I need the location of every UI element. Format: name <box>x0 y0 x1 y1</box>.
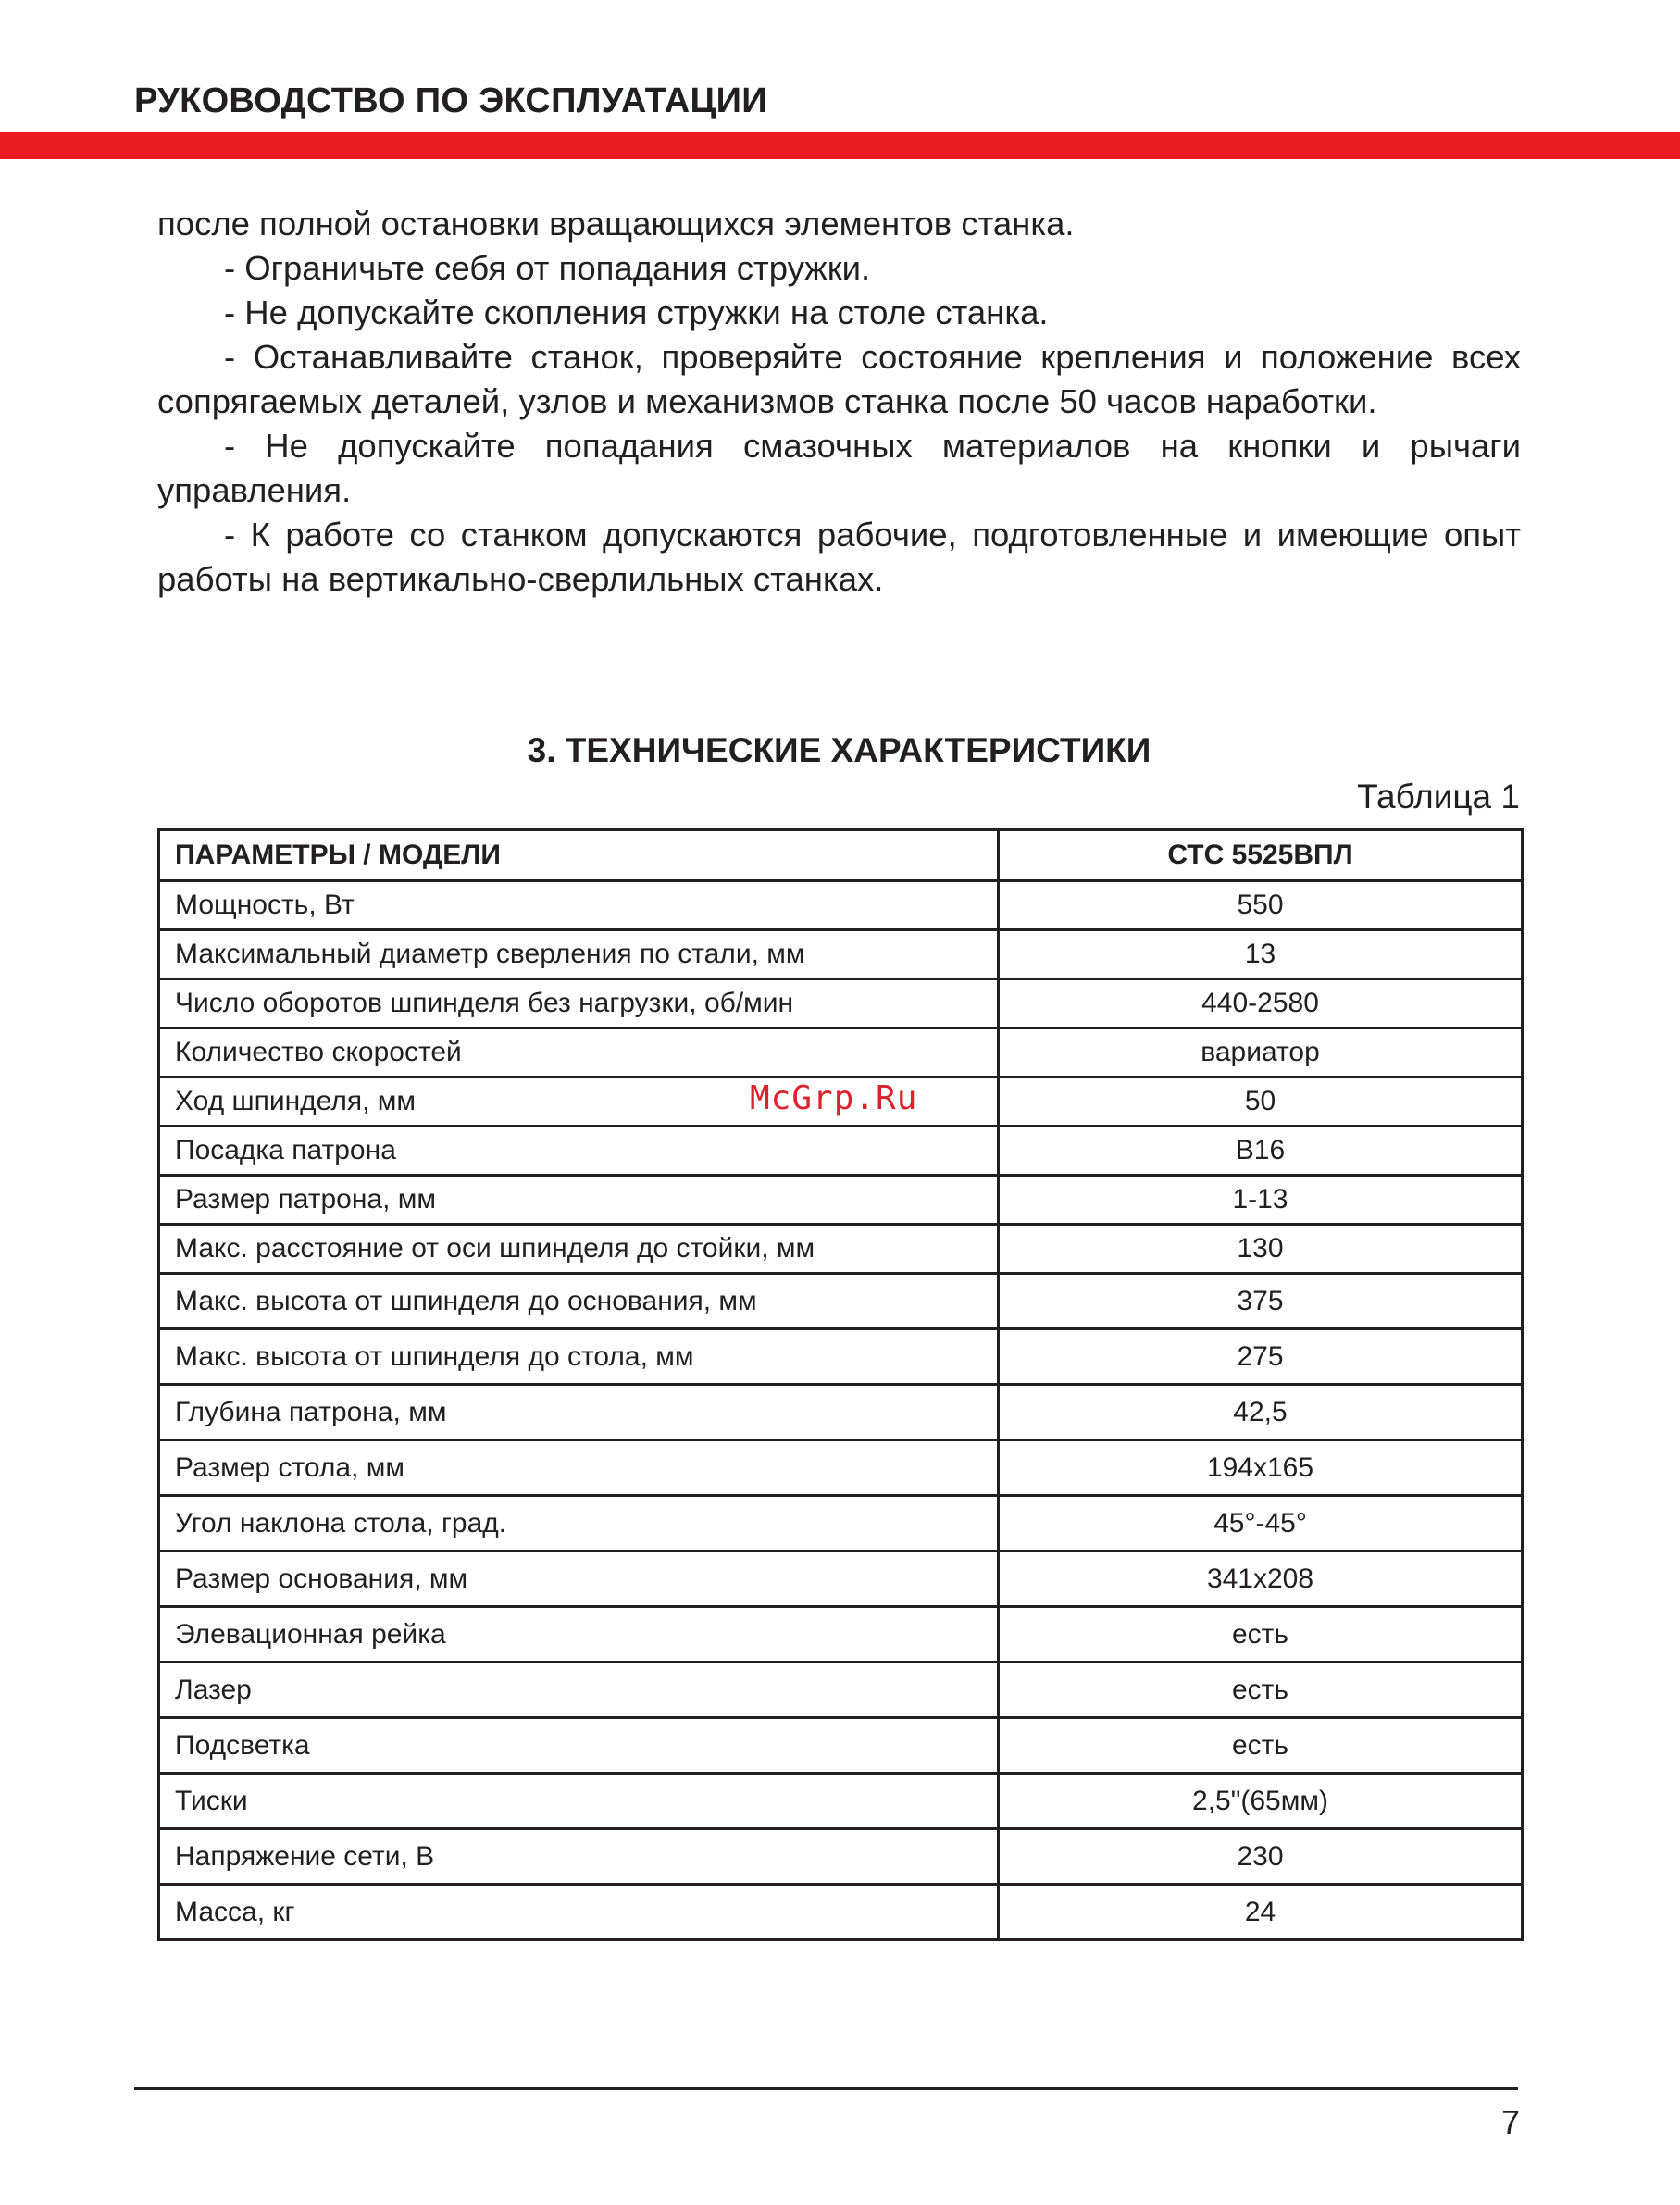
param-value: 45°-45° <box>999 1496 1523 1551</box>
header-parameters: ПАРАМЕТРЫ / МОДЕЛИ <box>159 830 999 881</box>
param-value: есть <box>999 1718 1523 1774</box>
param-value: 230 <box>999 1829 1523 1885</box>
param-value: 130 <box>999 1225 1523 1274</box>
paragraph: - Не допускайте скопления стружки на столе станка. <box>224 293 1049 331</box>
param-name: Ход шпинделя, мм <box>159 1078 999 1127</box>
param-value: B16 <box>999 1127 1523 1176</box>
page-header-title: РУКОВОДСТВО ПО ЭКСПЛУАТАЦИИ <box>134 81 767 120</box>
param-name: Макс. высота от шпинделя до основания, мм <box>159 1274 999 1329</box>
table-row <box>159 1607 1523 1663</box>
table-row <box>159 1385 1523 1440</box>
paragraph: - Ограничьте себя от попадания стружки. <box>224 249 871 287</box>
param-value: 2,5"(65мм) <box>999 1774 1523 1829</box>
table-row <box>159 1274 1523 1329</box>
param-name: Элевационная рейка <box>159 1607 999 1663</box>
param-name: Размер патрона, мм <box>159 1176 999 1225</box>
param-name: Размер стола, мм <box>159 1440 999 1496</box>
param-value: есть <box>999 1663 1523 1718</box>
param-value: 440-2580 <box>999 979 1523 1028</box>
specs-table <box>157 828 1524 1941</box>
param-value: 550 <box>999 881 1523 930</box>
header-model: СТС 5525ВПЛ <box>999 830 1523 881</box>
table-row <box>159 1127 1523 1176</box>
table-header-row <box>159 830 1523 881</box>
table-caption: Таблица 1 <box>1357 778 1520 816</box>
table-row <box>159 979 1523 1028</box>
paragraph: - Не допускайте попадания смазочных материалов на кнопки и рычаги управления. <box>157 427 1521 509</box>
table-row <box>159 1551 1523 1607</box>
param-value: 24 <box>999 1885 1523 1940</box>
param-name: Число оборотов шпинделя без нагрузки, об/мин <box>159 979 999 1028</box>
watermark: McGrp.Ru <box>750 1079 918 1117</box>
param-name: Макс. высота от шпинделя до стола, мм <box>159 1329 999 1385</box>
table-row <box>159 1718 1523 1774</box>
param-name: Количество скоростей <box>159 1028 999 1078</box>
param-name: Масса, кг <box>159 1885 999 1940</box>
paragraph: после полной остановки вращающихся элементов станка. <box>157 205 1075 243</box>
table-row <box>159 1329 1523 1385</box>
table-row <box>159 1663 1523 1718</box>
table-row <box>159 1829 1523 1885</box>
param-value: 375 <box>999 1274 1523 1329</box>
param-name: Посадка патрона <box>159 1127 999 1176</box>
param-name: Мощность, Вт <box>159 881 999 930</box>
param-value: вариатор <box>999 1028 1523 1078</box>
table-row <box>159 930 1523 979</box>
param-value: есть <box>999 1607 1523 1663</box>
param-value: 50 <box>999 1078 1523 1127</box>
param-value: 42,5 <box>999 1385 1523 1440</box>
param-name: Угол наклона стола, град. <box>159 1496 999 1551</box>
table-row <box>159 1176 1523 1225</box>
param-value: 1-13 <box>999 1176 1523 1225</box>
section-title: 3. ТЕХНИЧЕСКИЕ ХАРАКТЕРИСТИКИ <box>527 731 1151 769</box>
paragraph: - К работе со станком допускаются рабочие, подготовленные и имеющие опыт работы на вертикально-сверлильных станках. <box>157 516 1521 598</box>
table-row <box>159 1885 1523 1940</box>
footer-divider <box>134 2087 1518 2090</box>
param-name: Лазер <box>159 1663 999 1718</box>
param-name: Макс. расстояние от оси шпинделя до стойки, мм <box>159 1225 999 1274</box>
table-row <box>159 1028 1523 1078</box>
param-name: Подсветка <box>159 1718 999 1774</box>
param-value: 341x208 <box>999 1551 1523 1607</box>
table-row <box>159 1440 1523 1496</box>
paragraph: - Останавливайте станок, проверяйте состояние крепления и положение всех сопрягаемых деталей, узлов и механизмов станка после 50 часов наработки. <box>157 338 1521 420</box>
table-row <box>159 881 1523 930</box>
page-number: 7 <box>1500 2103 1520 2141</box>
param-name: Глубина патрона, мм <box>159 1385 999 1440</box>
param-name: Тиски <box>159 1774 999 1829</box>
table-row <box>159 1774 1523 1829</box>
table-row <box>159 1225 1523 1274</box>
param-name: Размер основания, мм <box>159 1551 999 1607</box>
header-red-band <box>0 132 1680 159</box>
param-value: 275 <box>999 1329 1523 1385</box>
body-text <box>157 202 1521 602</box>
param-name: Максимальный диаметр сверления по стали, мм <box>159 930 999 979</box>
table-row <box>159 1496 1523 1551</box>
param-value: 13 <box>999 930 1523 979</box>
param-value: 194x165 <box>999 1440 1523 1496</box>
param-name: Напряжение сети, В <box>159 1829 999 1885</box>
